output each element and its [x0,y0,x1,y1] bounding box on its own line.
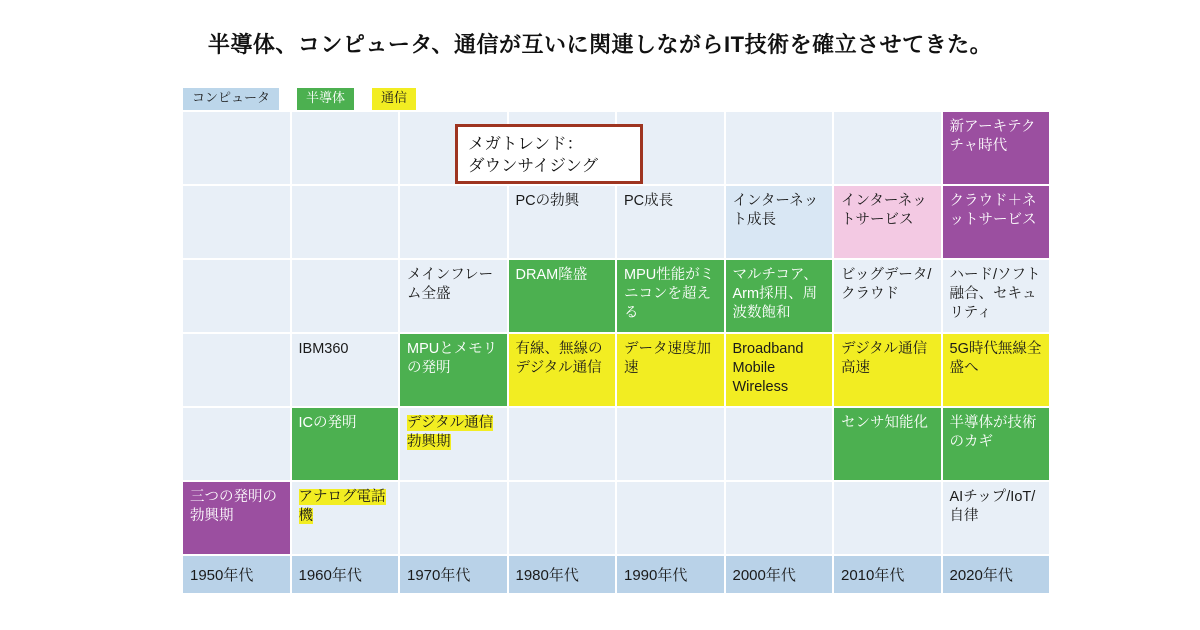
grid-cell: Broadband Mobile Wireless [726,334,833,406]
grid-cell: 新アーキテクチャ時代 [943,112,1050,184]
grid-cell-empty [834,482,941,554]
grid-cell: DRAM隆盛 [509,260,616,332]
grid-cell: インターネットサービス [834,186,941,258]
grid-cell-empty [292,186,399,258]
page-title: 半導体、コンピュータ、通信が互いに関連しながらIT技術を確立させてきた。 [207,32,993,57]
grid-cell-empty [617,482,724,554]
megatrend-callout-line1: メガトレンド： [468,135,584,153]
grid-cell: IBM360 [292,334,399,406]
grid-cell: ハード/ソフト融合、セキュリティ [943,260,1050,332]
grid-cell-empty [726,112,833,184]
grid-cell-empty [292,112,399,184]
grid-cell-empty [292,260,399,332]
grid-cell: クラウド＋ネットサービス [943,186,1050,258]
grid-cell: データ速度加速 [617,334,724,406]
decade-axis [183,556,1035,593]
legend-item-communication: 通信 [372,88,416,110]
grid-cell: マルチコア、Arm採用、周波数飽和 [726,260,833,332]
grid-cell-empty [400,482,507,554]
grid-cell: メインフレーム全盛 [400,260,507,332]
grid-cell [400,408,507,480]
grid-cell: 三つの発明の勃興期 [183,482,290,554]
megatrend-callout-line2: ダウンサイジング [468,157,599,176]
grid-cell: PCの勃興 [509,186,616,258]
decade-label: 1980年代 [509,556,616,593]
grid-cell-empty [183,260,290,332]
grid-cell: MPU性能がミニコンを超える [617,260,724,332]
decade-label: 1960年代 [292,556,399,593]
grid-cell-highlighted-text: デジタル通信勃興期 [407,415,494,451]
grid-cell: 有線、無線のデジタル通信 [509,334,616,406]
grid-cell-empty [726,482,833,554]
grid-cell: ビッグデータ/クラウド [834,260,941,332]
decade-label: 2000年代 [726,556,833,593]
decade-label: 1970年代 [400,556,507,593]
grid-cell-empty [509,482,616,554]
grid-cell-empty [183,186,290,258]
grid-cell-empty [400,186,507,258]
grid-cell: デジタル通信高速 [834,334,941,406]
grid-cell-empty [183,334,290,406]
decade-label: 2010年代 [834,556,941,593]
grid-cell-empty [726,408,833,480]
grid-cell-empty [183,112,290,184]
decade-label: 1990年代 [617,556,724,593]
legend-item-computer: コンピュータ [183,88,279,110]
grid-cell: AIチップ/IoT/自律 [943,482,1050,554]
grid-cell: ICの発明 [292,408,399,480]
grid-cell-highlighted-text: アナログ電話機 [298,489,386,525]
decade-label: 2020年代 [943,556,1050,593]
megatrend-callout [455,124,643,184]
grid-cell: インターネット成長 [726,186,833,258]
grid-cell-empty [617,408,724,480]
grid-cell-empty [834,112,941,184]
grid-cell-empty [183,408,290,480]
decade-label: 1950年代 [183,556,290,593]
grid-cell: PC成長 [617,186,724,258]
grid-cell: センサ知能化 [834,408,941,480]
grid-cell: 半導体が技術のカギ [943,408,1050,480]
legend [183,88,416,110]
legend-item-semiconductor: 半導体 [297,88,354,110]
grid-cell: MPUとメモリの発明 [400,334,507,406]
grid-cell: 5G時代無線全盛へ [943,334,1050,406]
grid-cell [292,482,399,554]
grid-cell-empty [509,408,616,480]
